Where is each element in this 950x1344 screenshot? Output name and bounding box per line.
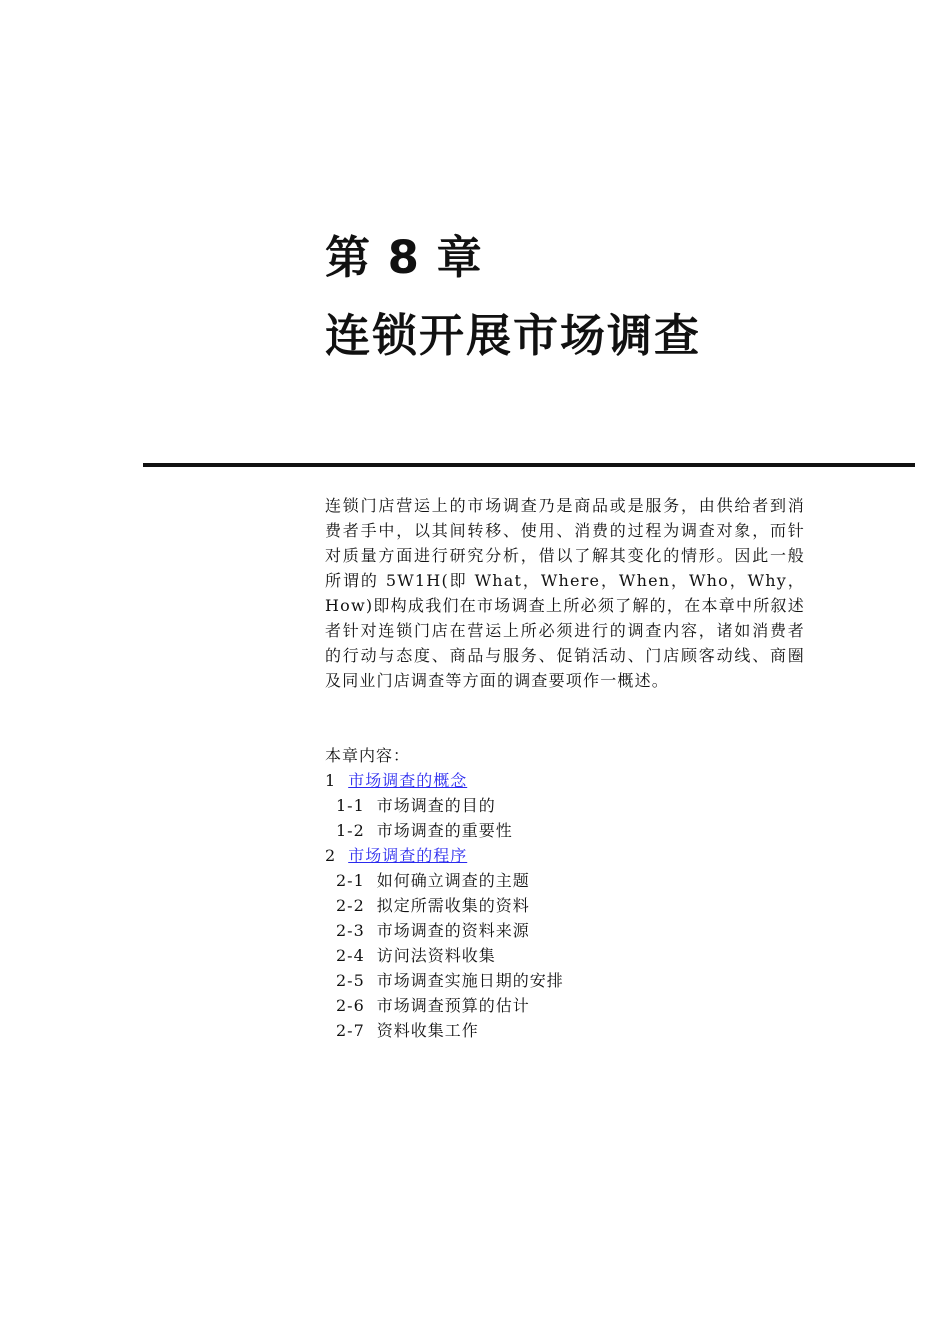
toc-subsection xyxy=(325,993,564,1018)
toc-subsection xyxy=(325,968,564,993)
toc-section xyxy=(325,843,564,868)
toc-subsection-title: 访问法资料收集 xyxy=(376,946,496,965)
toc-subsection-title: 拟定所需收集的资料 xyxy=(376,896,530,915)
toc-section-number: 1 xyxy=(325,771,337,790)
toc-section-number: 2 xyxy=(325,846,337,865)
toc-subsection-title: 市场调查实施日期的安排 xyxy=(376,971,564,990)
toc-subsection-number: 2-3 xyxy=(336,921,365,940)
toc-subsection-title: 市场调查的重要性 xyxy=(376,821,513,840)
toc-subsection-title: 市场调查预算的估计 xyxy=(376,996,530,1015)
toc-subsection-number: 2-5 xyxy=(336,971,365,990)
chapter-title: 连锁开展市场调查 xyxy=(325,309,702,362)
toc-subsection xyxy=(325,1018,564,1043)
toc-subsection xyxy=(325,818,564,843)
horizontal-rule xyxy=(143,463,915,467)
toc-subsection-number: 1-1 xyxy=(336,796,365,815)
toc-subsection-title: 市场调查的资料来源 xyxy=(376,921,530,940)
toc-heading: 本章内容： xyxy=(325,746,411,765)
toc-subsection-title: 市场调查的目的 xyxy=(376,796,496,815)
toc-subsection-number: 2-2 xyxy=(336,896,365,915)
intro-paragraph: 连锁门店营运上的市场调查乃是商品或是服务，由供给者到消费者手中，以其间转移、使用、消费的过程为调查对象，而针对质量方面进行研究分析，借以了解其变化的情形。因此一般所谓的 5W1H(即 What，Where，When，Who，Why，How)即构成我们在市场调查上所必须了解的，在本章中所叙述者针对连锁门店在营运上所必须进行的调查内容，诸如消费者的行动与态度、商品与服务、促销活动、门店顾客动线、商圈及同业门店调查等方面的调查要项作一概述。 xyxy=(325,496,805,690)
toc-subsection xyxy=(325,893,564,918)
toc-subsection xyxy=(325,943,564,968)
toc-section xyxy=(325,768,564,793)
table-of-contents xyxy=(325,768,564,1043)
toc-subsection xyxy=(325,793,564,818)
toc-subsection-number: 1-2 xyxy=(336,821,365,840)
toc-section-link[interactable]: 市场调查的程序 xyxy=(348,846,468,865)
toc-subsection-number: 2-1 xyxy=(336,871,365,890)
toc-subsection xyxy=(325,868,564,893)
toc-subsection-title: 如何确立调查的主题 xyxy=(376,871,530,890)
toc-section-link[interactable]: 市场调查的概念 xyxy=(348,771,468,790)
chapter-number: 第 8 章 xyxy=(325,231,483,284)
toc-subsection-number: 2-4 xyxy=(336,946,365,965)
toc-subsection-number: 2-7 xyxy=(336,1021,365,1040)
toc-subsection-number: 2-6 xyxy=(336,996,365,1015)
toc-subsection-title: 资料收集工作 xyxy=(376,1021,479,1040)
toc-subsection xyxy=(325,918,564,943)
